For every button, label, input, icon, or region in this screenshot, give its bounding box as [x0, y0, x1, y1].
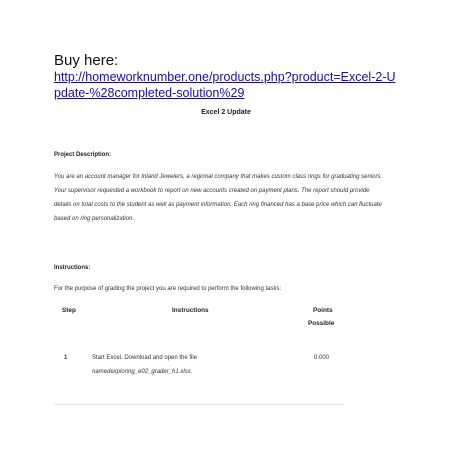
column-header-points: Points: [313, 307, 333, 314]
instructions-heading: Instructions:: [54, 265, 91, 271]
product-link[interactable]: http://homeworknumber.one/products.php?product=Excel-2-Update-%28completed-solution%29: [54, 70, 396, 100]
divider: [54, 404, 344, 405]
instruction-text-line1: Start Excel. Download and open the file: [92, 355, 198, 361]
instruction-text-line2: namedexploring_e02_grader_h1.xlsx.: [92, 369, 193, 375]
step-number: 1: [64, 355, 68, 361]
column-header-instructions: Instructions: [172, 307, 209, 314]
project-description-text: You are an account manager for Inland Jewelers, a regional company that makes custom class rings for graduating seniors. Your supervisor requested a workbook to report on new accounts created on payment plans. The report should provide details on total costs to the student as well as payment information. Each ring financed has a base price which can fluctuate based on ring personalization.: [54, 174, 383, 222]
points-value: 0.000: [314, 355, 330, 361]
column-header-step: Step: [62, 307, 76, 314]
buy-here-label: Buy here:: [54, 52, 119, 69]
document-title: Excel 2 Update: [201, 109, 251, 116]
project-description-heading: Project Description:: [54, 152, 112, 158]
column-header-possible: Possible: [308, 320, 335, 327]
instructions-intro: For the purpose of grading the project you are required to perform the following tasks:: [54, 286, 282, 292]
